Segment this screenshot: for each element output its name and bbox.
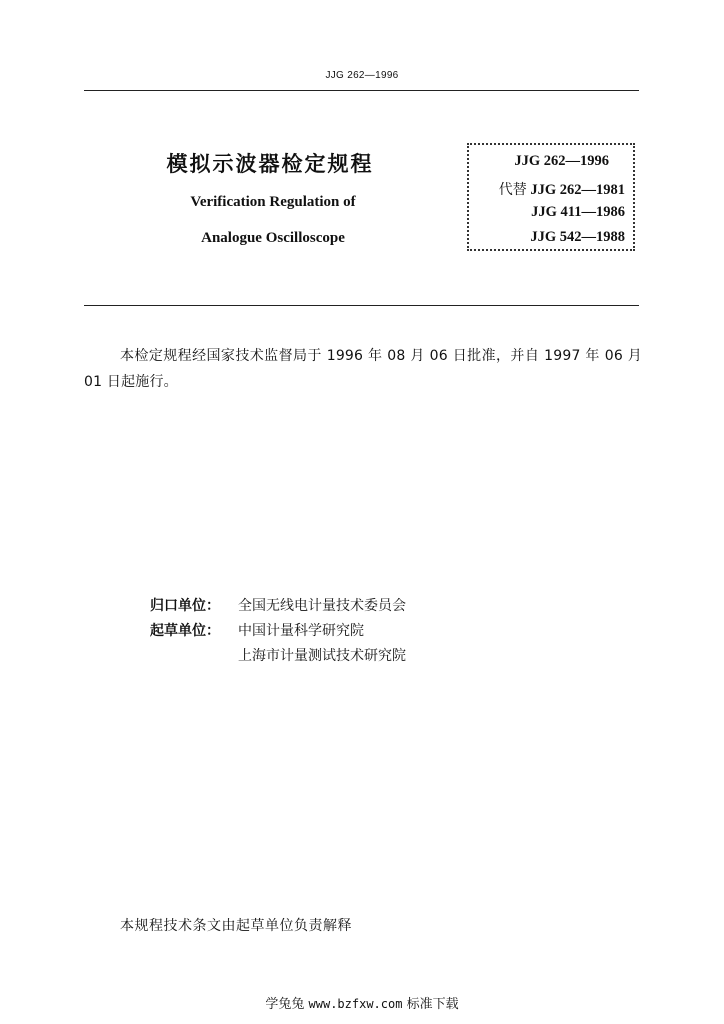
approval-paragraph: 本检定规程经国家技术监督局于 1996 年 08 月 06 日批准，并自 1997 年 06 月 01 日起施行。 [84,348,642,390]
watermark-url: www.bzfxw.com [308,997,403,1011]
title-english-line1: Verification Regulation of [190,194,356,210]
drafting-unit-row [150,620,364,640]
drafting-unit-label: 起草单位： [150,623,220,639]
drafting-unit-value-1: 中国计量科学研究院 [238,623,364,639]
standard-codes-box [467,143,635,251]
watermark [0,993,724,1012]
responsible-unit-label: 归口单位： [150,598,220,614]
watermark-site: 学兔兔 [265,997,305,1012]
responsible-unit-value: 全国无线电计量技术委员会 [238,598,406,614]
replaced-code-3: JJG 542—1988 [530,229,625,245]
title-english-line2: Analogue Oscilloscope [201,230,345,246]
replaced-code-1-text: JJG 262—1981 [530,182,625,198]
watermark-tail: 标准下载 [406,997,459,1012]
header-divider [84,90,639,91]
responsible-unit-row [150,595,406,615]
interpretation-note: 本规程技术条文由起草单位负责解释 [120,918,352,934]
drafting-unit-value-2: 上海市计量测试技术研究院 [238,648,406,664]
replaced-code-2: JJG 411—1986 [531,204,625,220]
title-divider [84,305,639,306]
header-standard-code: JJG 262—1996 [325,70,399,81]
current-code: JJG 262—1996 [514,153,609,169]
title-chinese: 模拟示波器检定规程 [166,152,374,176]
replaces-label: 代替 [498,182,527,198]
replaced-code-1 [499,179,625,199]
